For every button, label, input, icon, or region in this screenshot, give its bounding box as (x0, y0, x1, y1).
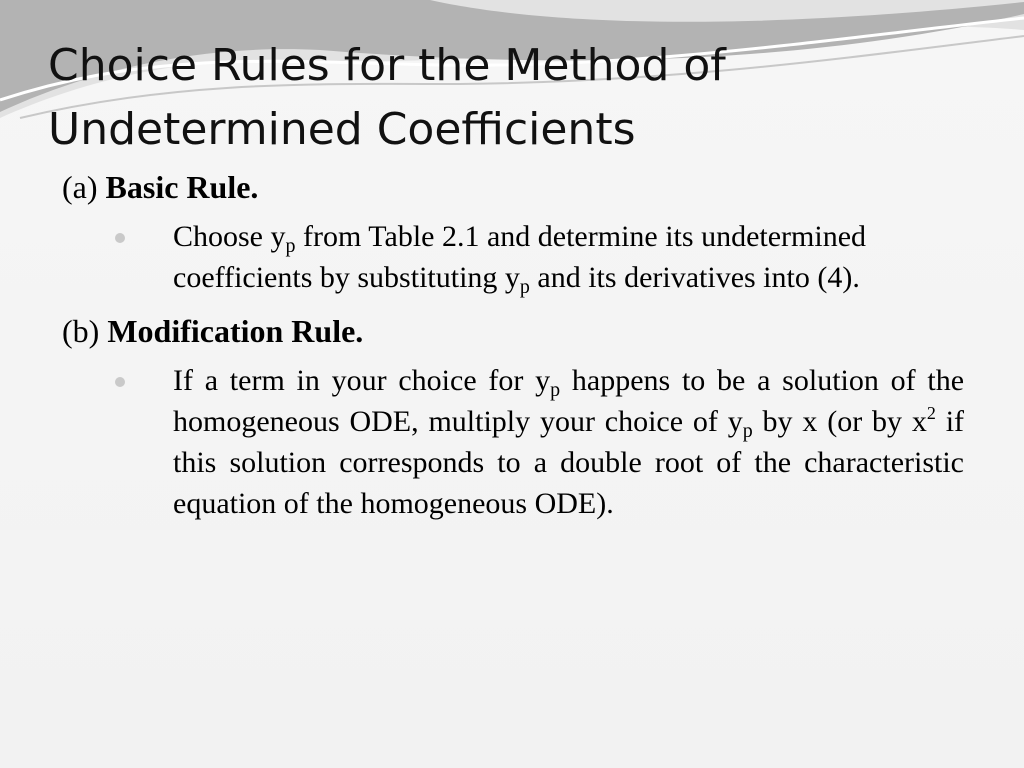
bullet-icon (115, 233, 125, 243)
superscript-2: 2 (926, 403, 936, 423)
text-run: by x (or by x (752, 405, 927, 438)
text-run: if this solution corresponds to a double root of the characteristic equation of the homogeneous ODE). (173, 405, 965, 520)
rule-a-heading (62, 168, 964, 206)
slide-title-line-1: Choice Rules for the Method of (48, 40, 726, 91)
subscript-p: p (285, 235, 296, 257)
bullet-icon (115, 377, 125, 387)
text-run: from Table 2.1 and determine its undetermined coefficients by substituting y (173, 220, 867, 294)
rule-b-bullet-text (173, 360, 964, 524)
subscript-p: p (519, 276, 530, 298)
rule-a-bullet (173, 216, 964, 298)
text-run: Choose y (173, 220, 286, 253)
text-run: If a term in your choice for y (173, 364, 551, 397)
subscript-p: p (742, 420, 753, 442)
rule-a-bullet-text (173, 216, 964, 298)
slide-content (62, 168, 964, 536)
rule-a-label: (a) (62, 169, 98, 205)
slide-title-line-2: Undetermined Coefficients (48, 104, 636, 155)
rule-b-heading (62, 312, 964, 350)
text-run: happens to be a solution of the homogeneous ODE, multiply your choice of y (173, 364, 965, 438)
slide-title (48, 34, 948, 162)
rule-b-name: Modification Rule. (107, 313, 364, 349)
subscript-p: p (550, 379, 561, 401)
rule-a-name: Basic Rule. (105, 169, 259, 205)
rule-b-bullet (173, 360, 964, 524)
rule-b-label: (b) (62, 313, 100, 349)
text-run: and its derivatives into (4). (529, 261, 860, 294)
